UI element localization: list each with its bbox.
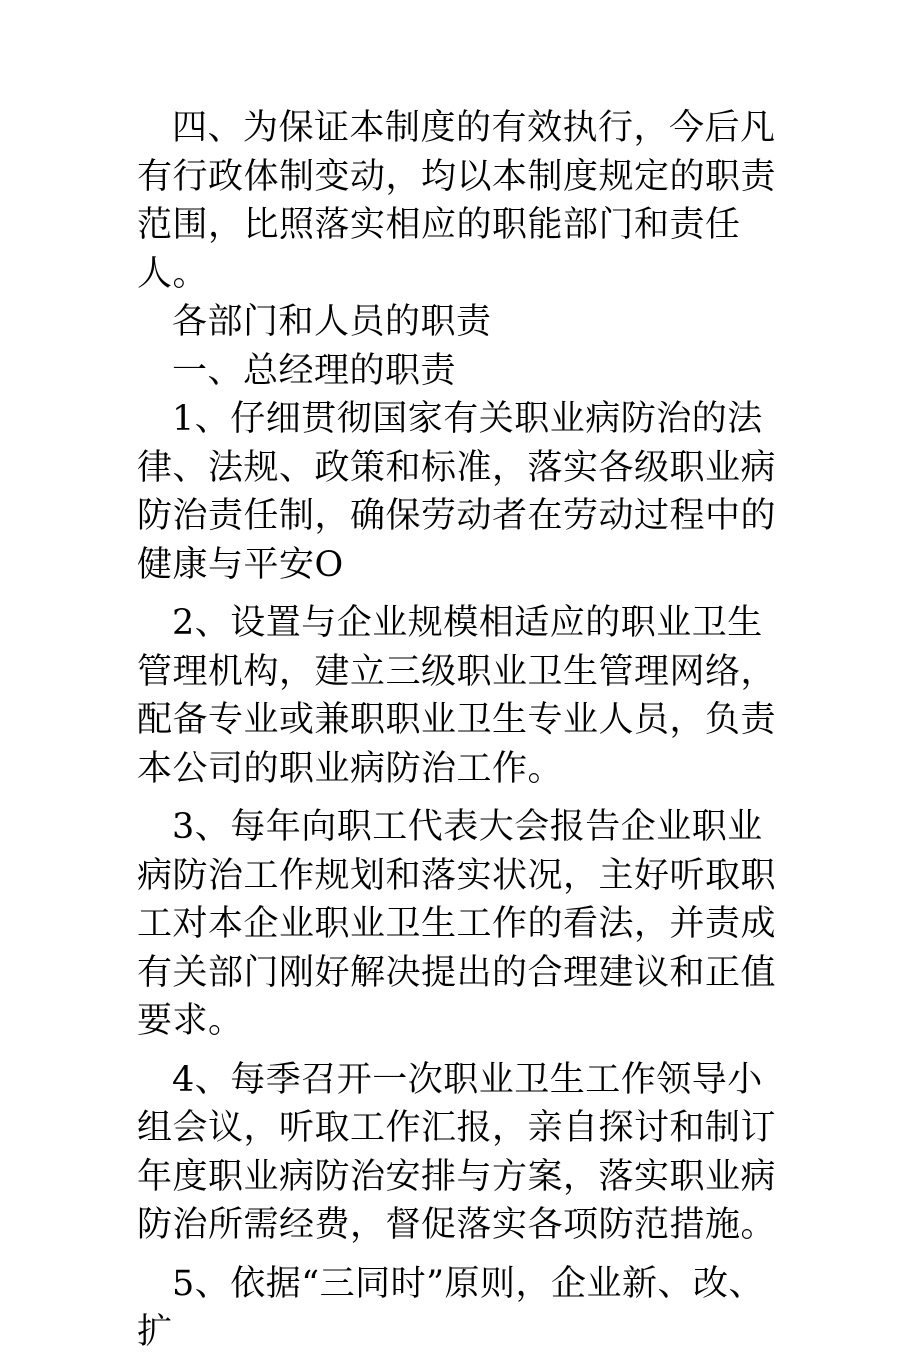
heading-department-duties: 各部门和人员的职责 [172, 302, 492, 342]
paragraph-item-2: 2、设置与企业规模相适应的职业卫生管理机构，建立三级职业卫生管理网络，配备专业或兼职职业卫生专业人员，负责本公司的职业病防治工作。 [137, 603, 777, 789]
paragraph-item-3: 3、每年向职工代表大会报告企业职业病防治工作规划和落实状况，主好听取职工对本企业职业卫生工作的看法，并责成有关部门刚好解决提出的合理建议和正值要求。 [137, 807, 777, 1041]
paragraph-section-four: 四、为保证本制度的有效执行，今后凡有行政体制变动，均以本制度规定的职责范围，比照落实相应的职能部门和责任人。 [137, 108, 777, 294]
paragraph-item-5: 5、依据“三同时”原则，企业新、改、扩 [137, 1263, 765, 1352]
paragraph-item-1: 1、仔细贯彻国家有关职业病防治的法律、法规、政策和标准，落实各级职业病防治责任制，确保劳动者在劳动过程中的健康与平安O [137, 399, 777, 585]
document-body [137, 104, 797, 1357]
paragraph-item-4: 4、每季召开一次职业卫生工作领导小组会议，听取工作汇报，亲自探讨和制订年度职业病防治安排与方案，落实职业病防治所需经费，督促落实各项防范措施。 [137, 1059, 777, 1245]
heading-general-manager-duties: 一、总经理的职责 [172, 350, 457, 391]
